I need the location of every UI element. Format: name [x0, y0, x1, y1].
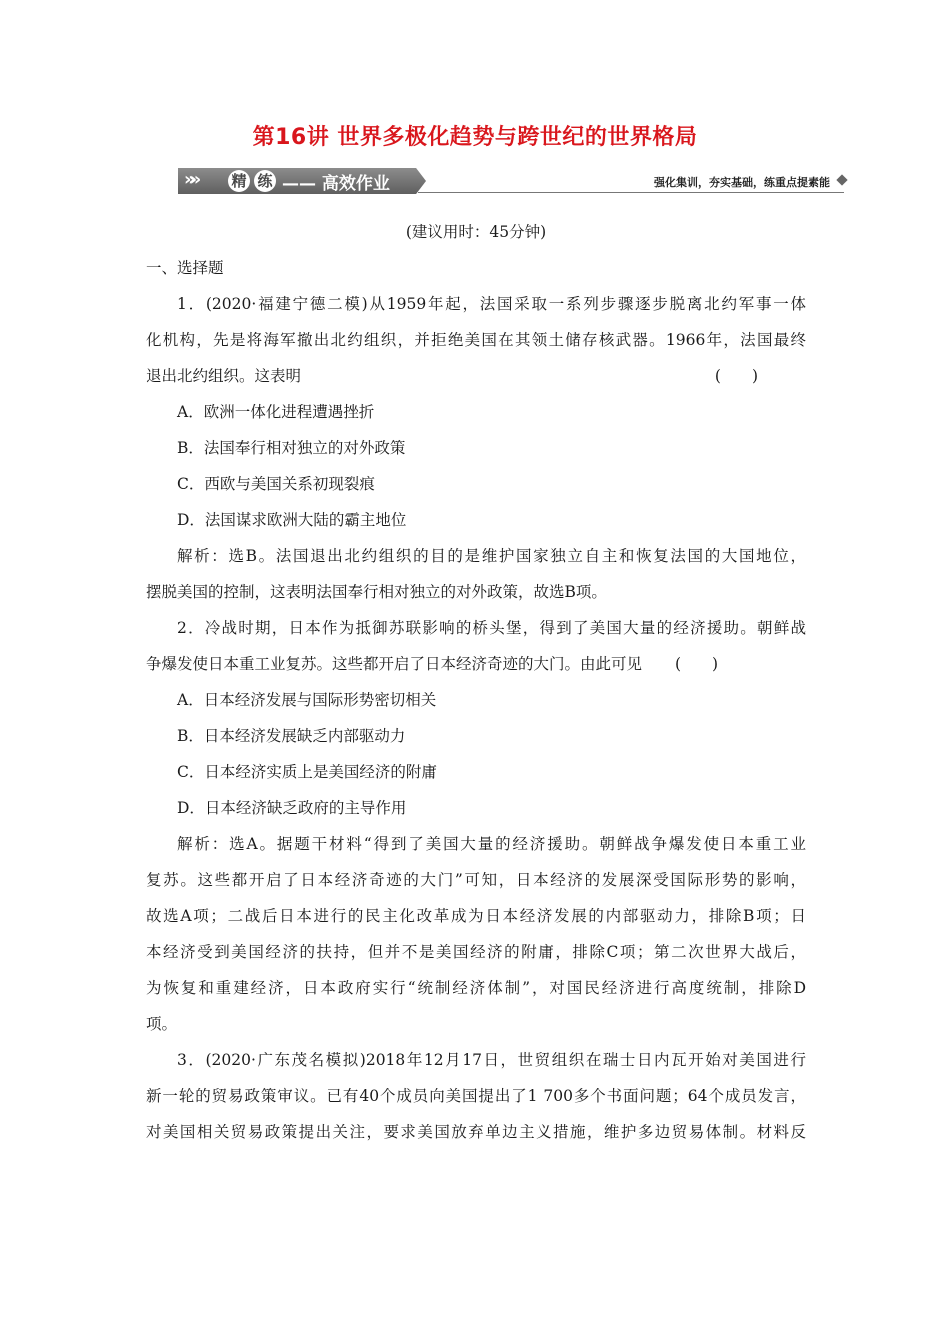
option-b: B．法国奉行相对独立的对外政策	[177, 439, 406, 457]
banner-text: —— 高效作业	[282, 174, 390, 194]
explanation: 复苏。这些都开启了日本经济奇迹的大门”可知，日本经济的发展深受国际形势的影响，	[146, 871, 806, 889]
time-note: (建议用时：45分钟)	[405, 223, 547, 241]
page-title: 第16讲 世界多极化趋势与跨世纪的世界格局	[252, 125, 698, 150]
banner-slogan: 强化集训，夯实基础，练重点提素能	[654, 176, 830, 189]
question-text-end: 争爆发使日本重工业复苏。这些都开启了日本经济奇迹的大门。由此可见	[146, 655, 643, 673]
document-body	[146, 214, 806, 1150]
answer-bracket: ( )	[674, 655, 719, 673]
question-2	[146, 610, 806, 1042]
banner-divider	[418, 192, 844, 193]
option-d: D．法国谋求欧洲大陆的霸主地位	[177, 511, 407, 529]
explanation: 为恢复和重建经济，日本政府实行“统制经济体制”，对国民经济进行高度统制，排除D	[146, 979, 806, 997]
question-1	[146, 286, 806, 610]
explanation: 解析：选B。法国退出北约组织的目的是维护国家独立自主和恢复法国的大国地位，	[177, 547, 806, 565]
question-text	[146, 358, 806, 394]
option-a: A．日本经济发展与国际形势密切相关	[177, 691, 437, 709]
explanation: 项。	[146, 1015, 178, 1033]
question-text	[146, 646, 806, 682]
question-text: 3．(2020·广东茂名模拟)2018年12月17日，世贸组织在瑞士日内瓦开始对美国进行	[177, 1051, 806, 1069]
option-c: C．日本经济实质上是美国经济的附庸	[177, 763, 437, 781]
explanation: 本经济受到美国经济的扶持，但并不是美国经济的附庸，排除C项；第二次世界大战后，	[146, 943, 806, 961]
explanation: 摆脱美国的控制，这表明法国奉行相对独立的对外政策，故选B项。	[146, 583, 607, 601]
diamond-icon	[836, 174, 847, 185]
explanation: 解析：选A。据题干材料“得到了美国大量的经济援助。朝鲜战争爆发使日本重工业	[177, 835, 806, 853]
question-text: 化机构，先是将海军撤出北约组织，并拒绝美国在其领土储存核武器。1966年，法国最终	[146, 331, 806, 349]
section-heading: 一、选择题	[146, 259, 224, 277]
option-a: A．欧洲一体化进程遭遇挫折	[177, 403, 375, 421]
question-text: 2．冷战时期，日本作为抵御苏联影响的桥头堡，得到了美国大量的经济援助。朝鲜战	[177, 619, 806, 637]
banner-badge-lian: 练	[254, 170, 276, 192]
option-c: C．西欧与美国关系初现裂痕	[177, 475, 375, 493]
question-text-end: 退出北约组织。这表明	[146, 367, 302, 385]
section-banner	[178, 168, 848, 198]
question-text: 1．(2020·福建宁德二模)从1959年起，法国采取一系列步骤逐步脱离北约军事一体	[177, 295, 806, 313]
option-b: B．日本经济发展缺乏内部驱动力	[177, 727, 406, 745]
question-text: 对美国相关贸易政策提出关注，要求美国放弃单边主义措施，维护多边贸易体制。材料反	[146, 1123, 806, 1141]
option-d: D．日本经济缺乏政府的主导作用	[177, 799, 407, 817]
answer-bracket: ( )	[714, 367, 758, 385]
explanation: 故选A项；二战后日本进行的民主化改革成为日本经济发展的内部驱动力，排除B项；日	[146, 907, 806, 925]
banner-badge-jing: 精	[228, 170, 250, 192]
chevron-right-icon: »»	[184, 169, 196, 190]
question-3	[146, 1042, 806, 1150]
question-text: 新一轮的贸易政策审议。已有40个成员向美国提出了1 700多个书面问题；64个成员发言，	[146, 1087, 806, 1105]
